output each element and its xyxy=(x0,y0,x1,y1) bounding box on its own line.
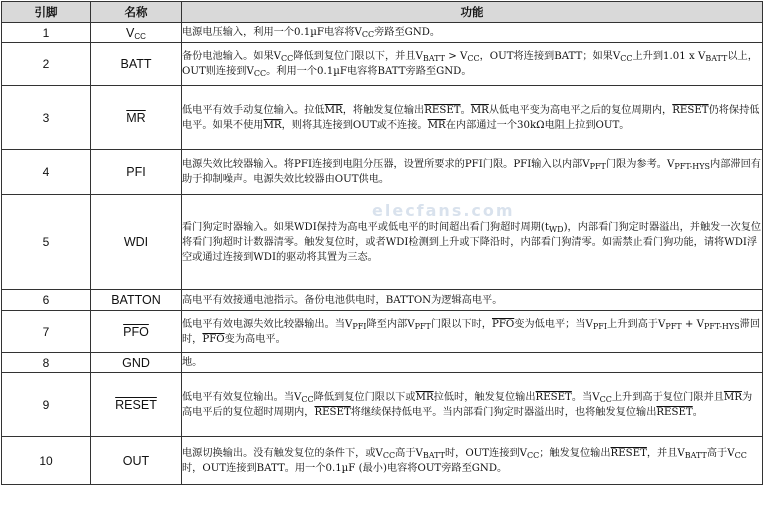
subscript: PFT-HYS xyxy=(674,162,711,171)
pin-name xyxy=(91,43,182,86)
function-text: 。当V xyxy=(571,391,600,403)
overlined-signal: $\overline{MR}$ xyxy=(263,119,282,131)
pin-function xyxy=(182,195,763,290)
subscript: CC xyxy=(467,54,480,63)
pin-name-text: V xyxy=(126,25,135,40)
function-text: 变为高电平。 xyxy=(224,333,286,345)
function-text: 时，OUT连接到BATT。用一个0.1µF (最小)电容将OUT旁路至GND。 xyxy=(182,462,508,474)
function-text: 门限为参考。V xyxy=(605,159,675,170)
overlined-signal: $\overline{PFO}$ xyxy=(202,333,225,345)
pin-name-subscript: CC xyxy=(134,31,146,41)
function-text: 降低到复位门限以下，并且V xyxy=(293,51,423,62)
function-text: 拉低时，触发复位输出 xyxy=(433,391,536,403)
pin-number: 4 xyxy=(2,150,91,195)
table-row xyxy=(2,353,763,373)
overlined-signal: $\overline{MR}$ xyxy=(415,391,434,403)
overlined-signal: $\overline{PFO}$ xyxy=(491,318,515,330)
function-text: 时，OUT连接到V xyxy=(444,447,527,459)
overlined-signal: $\overline{MR}$ xyxy=(427,119,446,131)
function-text: 低电平有效复位输出。当V xyxy=(182,391,302,403)
overlined-signal: RESET xyxy=(424,104,461,116)
subscript: BATT xyxy=(422,54,445,63)
pin-name-text: BATTON xyxy=(111,293,161,307)
pin-name xyxy=(91,373,182,437)
pin-number: 2 xyxy=(2,43,91,86)
function-text: > V xyxy=(444,51,468,62)
header-function: 功能 xyxy=(182,2,763,23)
function-text: 。 xyxy=(460,104,471,116)
subscript: CC xyxy=(526,450,540,460)
pin-number: 9 xyxy=(2,373,91,437)
function-text: 以上，OUT则连接到V xyxy=(182,51,758,77)
watermark: elecfans.com xyxy=(372,201,515,220)
table-row xyxy=(2,437,763,485)
function-text: 低电平有效电源失效比较器输出。当V xyxy=(182,318,353,330)
table-row xyxy=(2,373,763,437)
pin-function xyxy=(182,290,763,311)
subscript: BATT xyxy=(422,450,445,460)
function-text: ，将触发复位输出 xyxy=(342,104,425,116)
table-row xyxy=(2,150,763,195)
overlined-signal: RESET xyxy=(672,104,709,116)
function-text: 高于V xyxy=(395,447,423,459)
subscript: BATT xyxy=(705,54,728,63)
subscript: CC xyxy=(301,394,314,404)
pin-name-text: PFI xyxy=(126,165,146,179)
pin-number: 6 xyxy=(2,290,91,311)
subscript: CC xyxy=(382,450,396,460)
pin-name xyxy=(91,23,182,43)
function-text: 上升到高于复位门限并且 xyxy=(611,391,724,403)
function-text: 降低到复位门限以下或 xyxy=(313,391,416,403)
pin-number: 1 xyxy=(2,23,91,43)
pin-number: 10 xyxy=(2,437,91,485)
overlined-signal: RESET xyxy=(314,406,351,418)
pin-name-text: WDI xyxy=(123,235,149,249)
subscript: WD xyxy=(548,224,564,234)
subscript: CC xyxy=(361,30,375,39)
function-text: ，则将其连接到OUT或不连接。 xyxy=(281,119,428,131)
subscript: CC xyxy=(620,54,633,63)
function-text: 将继续保持低电平。当内部看门狗定时器溢出时，也将触发复位输出 xyxy=(350,406,657,418)
header-pin: 引脚 xyxy=(2,2,91,23)
subscript: PFT xyxy=(414,321,431,331)
function-text: 。 xyxy=(692,406,703,418)
pin-name xyxy=(91,353,182,373)
pin-function xyxy=(182,437,763,485)
function-text: 看门狗定时器输入。如果WDI保持为高电平或低电平的时间超出看门狗超时周期(t xyxy=(182,221,549,233)
pin-name-text: $\overline{MR}$ xyxy=(126,110,146,125)
function-text: 为高电平后的复位超时周期内， xyxy=(182,391,753,418)
table-row xyxy=(2,195,763,290)
pin-name-text: $\overline{PFO}$ xyxy=(123,324,149,339)
overlined-signal: $\overline{MR}$ xyxy=(723,391,743,403)
subscript: CC xyxy=(253,69,267,78)
pin-name-text: RESET xyxy=(115,397,157,412)
overlined-signal: RESET xyxy=(610,447,647,459)
function-text: 电源失效比较器输入。将PFI连接到电阻分压器，设置所要求的PFI门限。PFI输入以内部V xyxy=(182,159,590,170)
function-text: 低电平有效手动复位输入。拉低 xyxy=(182,104,325,116)
pin-name xyxy=(91,311,182,353)
function-text: 地。 xyxy=(182,357,203,368)
function-text: ，OUT将连接到BATT；如果V xyxy=(479,51,621,62)
overlined-signal: $\overline{MR}$ xyxy=(324,104,343,116)
pin-function xyxy=(182,373,763,437)
function-text: )，内部看门狗定时器溢出，并触发一次复位将看门狗超时计数器清零。触发复位时，或者WDI检测到上升或下降沿时，内部看门狗清零。如需禁止看门狗功能，请将WDI浮空或通过连接到WDI的驱动将其置为三态。 xyxy=(182,221,762,263)
subscript: CC xyxy=(599,394,612,404)
function-text: 上升到高于V xyxy=(607,318,666,330)
pin-number: 7 xyxy=(2,311,91,353)
pin-name-text: BATT xyxy=(120,57,152,71)
overlined-signal: RESET xyxy=(656,406,693,418)
subscript: PFT xyxy=(589,162,606,171)
function-text: 旁路至GND。 xyxy=(374,27,441,38)
function-text: 备份电池输入。如果V xyxy=(182,51,282,62)
pin-name xyxy=(91,290,182,311)
pin-number: 8 xyxy=(2,353,91,373)
function-text: + V xyxy=(681,318,704,330)
subscript: PFT-HYS xyxy=(703,321,740,331)
subscript: PFI xyxy=(592,321,608,331)
pin-name-text: OUT xyxy=(122,453,150,468)
pin-name-text: GND xyxy=(122,355,150,370)
table-row xyxy=(2,23,763,43)
function-text: 变为低电平；当V xyxy=(514,318,593,330)
subscript: CC xyxy=(281,54,294,63)
table-header-row xyxy=(2,2,763,23)
pin-function xyxy=(182,353,763,373)
table-row xyxy=(2,290,763,311)
pin-function-table xyxy=(1,1,763,485)
pin-number: 5 xyxy=(2,195,91,290)
function-text: 电源切换输出。没有触发复位的条件下，或V xyxy=(182,447,383,459)
pin-function xyxy=(182,23,763,43)
function-text: 从低电平变为高电平之后的复位周期内， xyxy=(488,104,673,116)
pin-name xyxy=(91,86,182,150)
table-body xyxy=(2,23,763,485)
subscript: BATT xyxy=(684,450,707,460)
function-text: 电源电压输入，利用一个0.1µF电容将V xyxy=(182,27,362,38)
function-text: 高于V xyxy=(706,447,735,459)
subscript: PFT xyxy=(665,321,682,331)
pin-function xyxy=(182,86,763,150)
function-text: 降至内部V xyxy=(366,318,415,330)
pin-name xyxy=(91,195,182,290)
pin-name xyxy=(91,437,182,485)
function-text: 高电平有效接通电池指示。备份电池供电时，BATTON为逻辑高电平。 xyxy=(182,294,503,306)
function-text: 滞回时， xyxy=(182,318,761,345)
pin-function xyxy=(182,150,763,195)
subscript: CC xyxy=(734,450,747,460)
function-text: 在内部通过一个30kΩ电阻上拉到OUT。 xyxy=(445,119,630,131)
pin-function xyxy=(182,311,763,353)
overlined-signal: $\overline{MR}$ xyxy=(470,104,489,116)
function-text: 门限以下时， xyxy=(430,318,492,330)
function-text: 上升到1.01 x V xyxy=(632,51,706,62)
pin-number: 3 xyxy=(2,86,91,150)
header-name: 名称 xyxy=(91,2,182,23)
table-row xyxy=(2,311,763,353)
subscript: PFI xyxy=(352,321,367,331)
table-row xyxy=(2,86,763,150)
pin-function xyxy=(182,43,763,86)
function-text: 。利用一个0.1µF电容将BATT旁路至GND。 xyxy=(266,66,472,77)
table-row xyxy=(2,43,763,86)
function-text: ；触发复位输出 xyxy=(539,447,611,459)
pin-name xyxy=(91,150,182,195)
overlined-signal: RESET xyxy=(535,391,572,403)
function-text: 仍将保持低电平。如果不使用 xyxy=(182,104,760,131)
function-text: ，并且V xyxy=(646,447,685,459)
function-text: 内部滞回有助于抑制噪声。电源失效比较器由OUT供电。 xyxy=(182,159,761,185)
